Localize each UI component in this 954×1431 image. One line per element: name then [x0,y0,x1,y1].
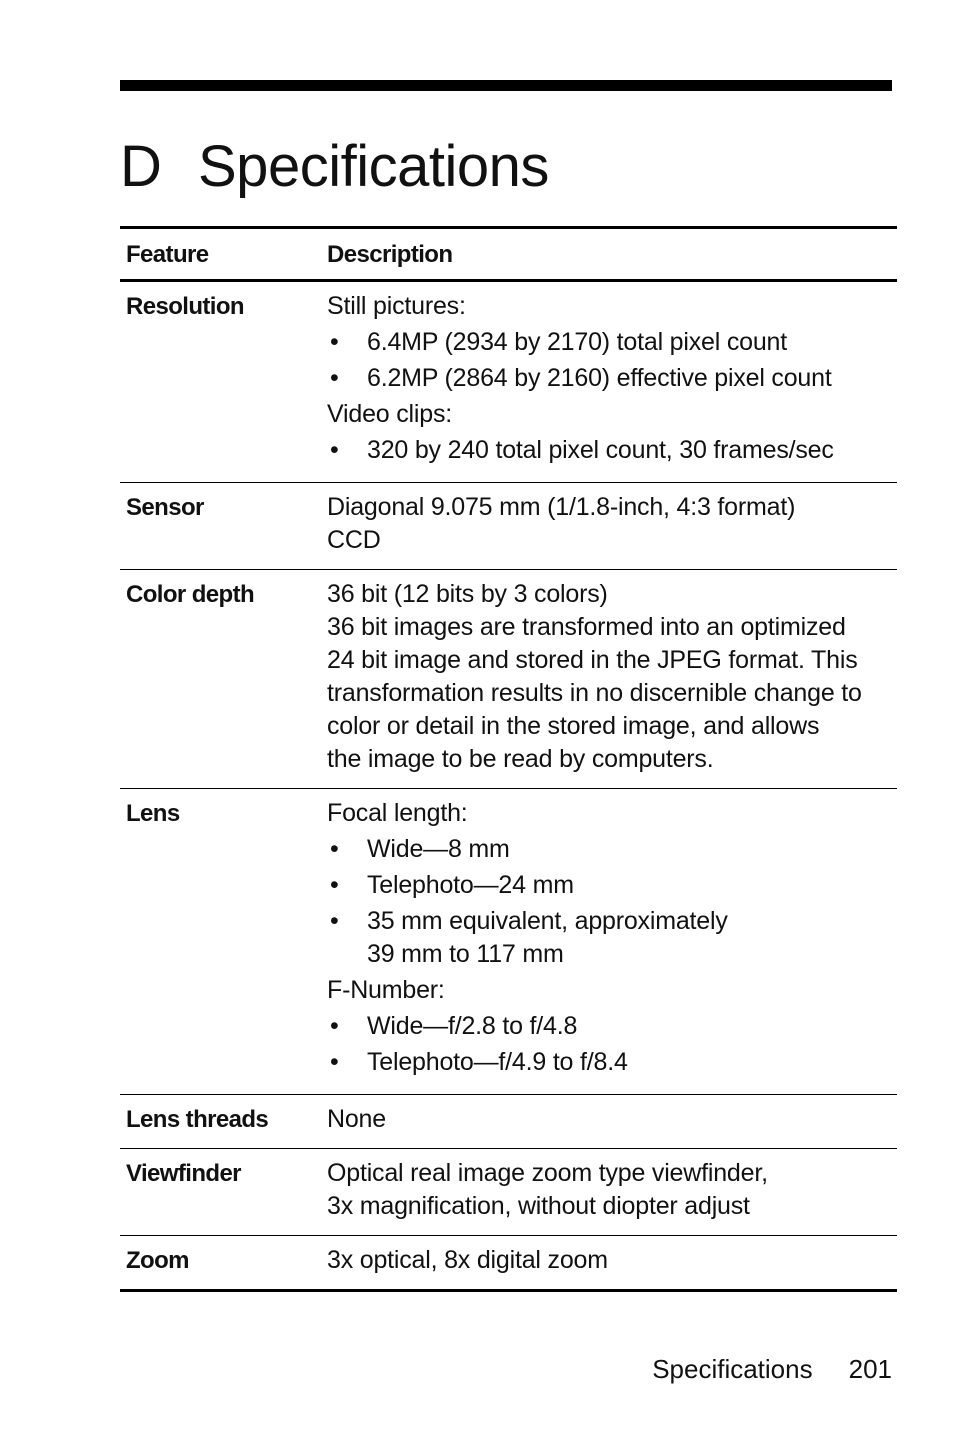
description-line: Focal length: [327,799,468,827]
description-line: Optical real image zoom type viewfinder, [327,1159,768,1187]
description-cell [327,1103,897,1136]
description-line: CCD [327,526,381,554]
description-line: 24 bit image and stored in the JPEG format. This [327,646,858,674]
bullet-text: 320 by 240 total pixel count, 30 frames/sec [367,436,834,464]
table-row [120,482,897,569]
description-cell [327,1157,897,1223]
bullet-icon: • [330,1012,339,1040]
bullet-icon: • [330,364,339,392]
bullet-item [327,326,897,359]
chapter-title [120,131,549,203]
page-number: 201 [848,1354,892,1384]
bullet-text: Telephoto—f/4.9 to f/8.4 [367,1048,628,1076]
description-line: 36 bit images are transformed into an optimized [327,613,846,641]
description-line: Video clips: [327,400,452,428]
bullet-item [327,1046,897,1079]
bullet-text: Telephoto—24 mm [367,871,574,899]
bullet-text: 35 mm equivalent, approximately 39 mm to 117 mm [367,907,728,968]
bullet-item [327,1010,897,1043]
bullet-icon: • [330,907,339,935]
feature-cell: Color depth [126,581,255,608]
bullet-item [327,362,897,395]
header-feature: Feature [126,240,209,268]
description-cell [327,491,897,557]
feature-cell: Viewfinder [126,1160,241,1187]
feature-cell: Zoom [126,1247,189,1274]
table-header-row [120,229,897,282]
description-line: 3x magnification, without diopter adjust [327,1192,750,1220]
description-line: transformation results in no discernible change to [327,679,862,707]
description-line: 36 bit (12 bits by 3 colors) [327,580,608,608]
feature-cell: Lens threads [126,1106,269,1133]
description-line: the image to be read by computers. [327,745,714,773]
chapter-title-text: Specifications [198,133,549,199]
table-row [120,569,897,788]
table-row [120,788,897,1094]
bullet-item [327,869,897,902]
bullet-text: 6.4MP (2934 by 2170) total pixel count [367,328,787,356]
description-cell [327,290,897,470]
description-cell [327,578,897,776]
bullet-icon: • [330,1048,339,1076]
footer-section-name: Specifications [652,1354,813,1384]
table-row [120,1094,897,1148]
description-line: color or detail in the stored image, and allows [327,712,820,740]
table-row [120,1235,897,1289]
description-cell [327,797,897,1082]
bullet-text: Wide—8 mm [367,835,510,863]
description-line: Still pictures: [327,292,466,320]
specifications-table [120,226,897,1292]
feature-cell: Sensor [126,494,204,521]
description-line: F-Number: [327,976,445,1004]
table-body [120,282,897,1289]
bullet-item [327,833,897,866]
bullet-text: Wide—f/2.8 to f/4.8 [367,1012,578,1040]
description-line: None [327,1105,386,1133]
header-description: Description [327,240,453,268]
bullet-item [327,434,897,467]
bullet-icon: • [330,328,339,356]
page-footer [652,1354,892,1385]
description-cell [327,1244,897,1277]
bullet-icon: • [330,835,339,863]
bullet-item [327,905,897,971]
table-row [120,1148,897,1235]
chapter-letter: D [120,133,162,199]
bullet-icon: • [330,871,339,899]
feature-cell: Resolution [126,293,244,320]
description-line: Diagonal 9.075 mm (1/1.8-inch, 4:3 format) [327,493,796,521]
feature-cell: Lens [126,800,180,827]
table-row [120,282,897,482]
chapter-top-rule [120,80,892,91]
bullet-icon: • [330,436,339,464]
description-line: 3x optical, 8x digital zoom [327,1246,608,1274]
bullet-text: 6.2MP (2864 by 2160) effective pixel count [367,364,832,392]
